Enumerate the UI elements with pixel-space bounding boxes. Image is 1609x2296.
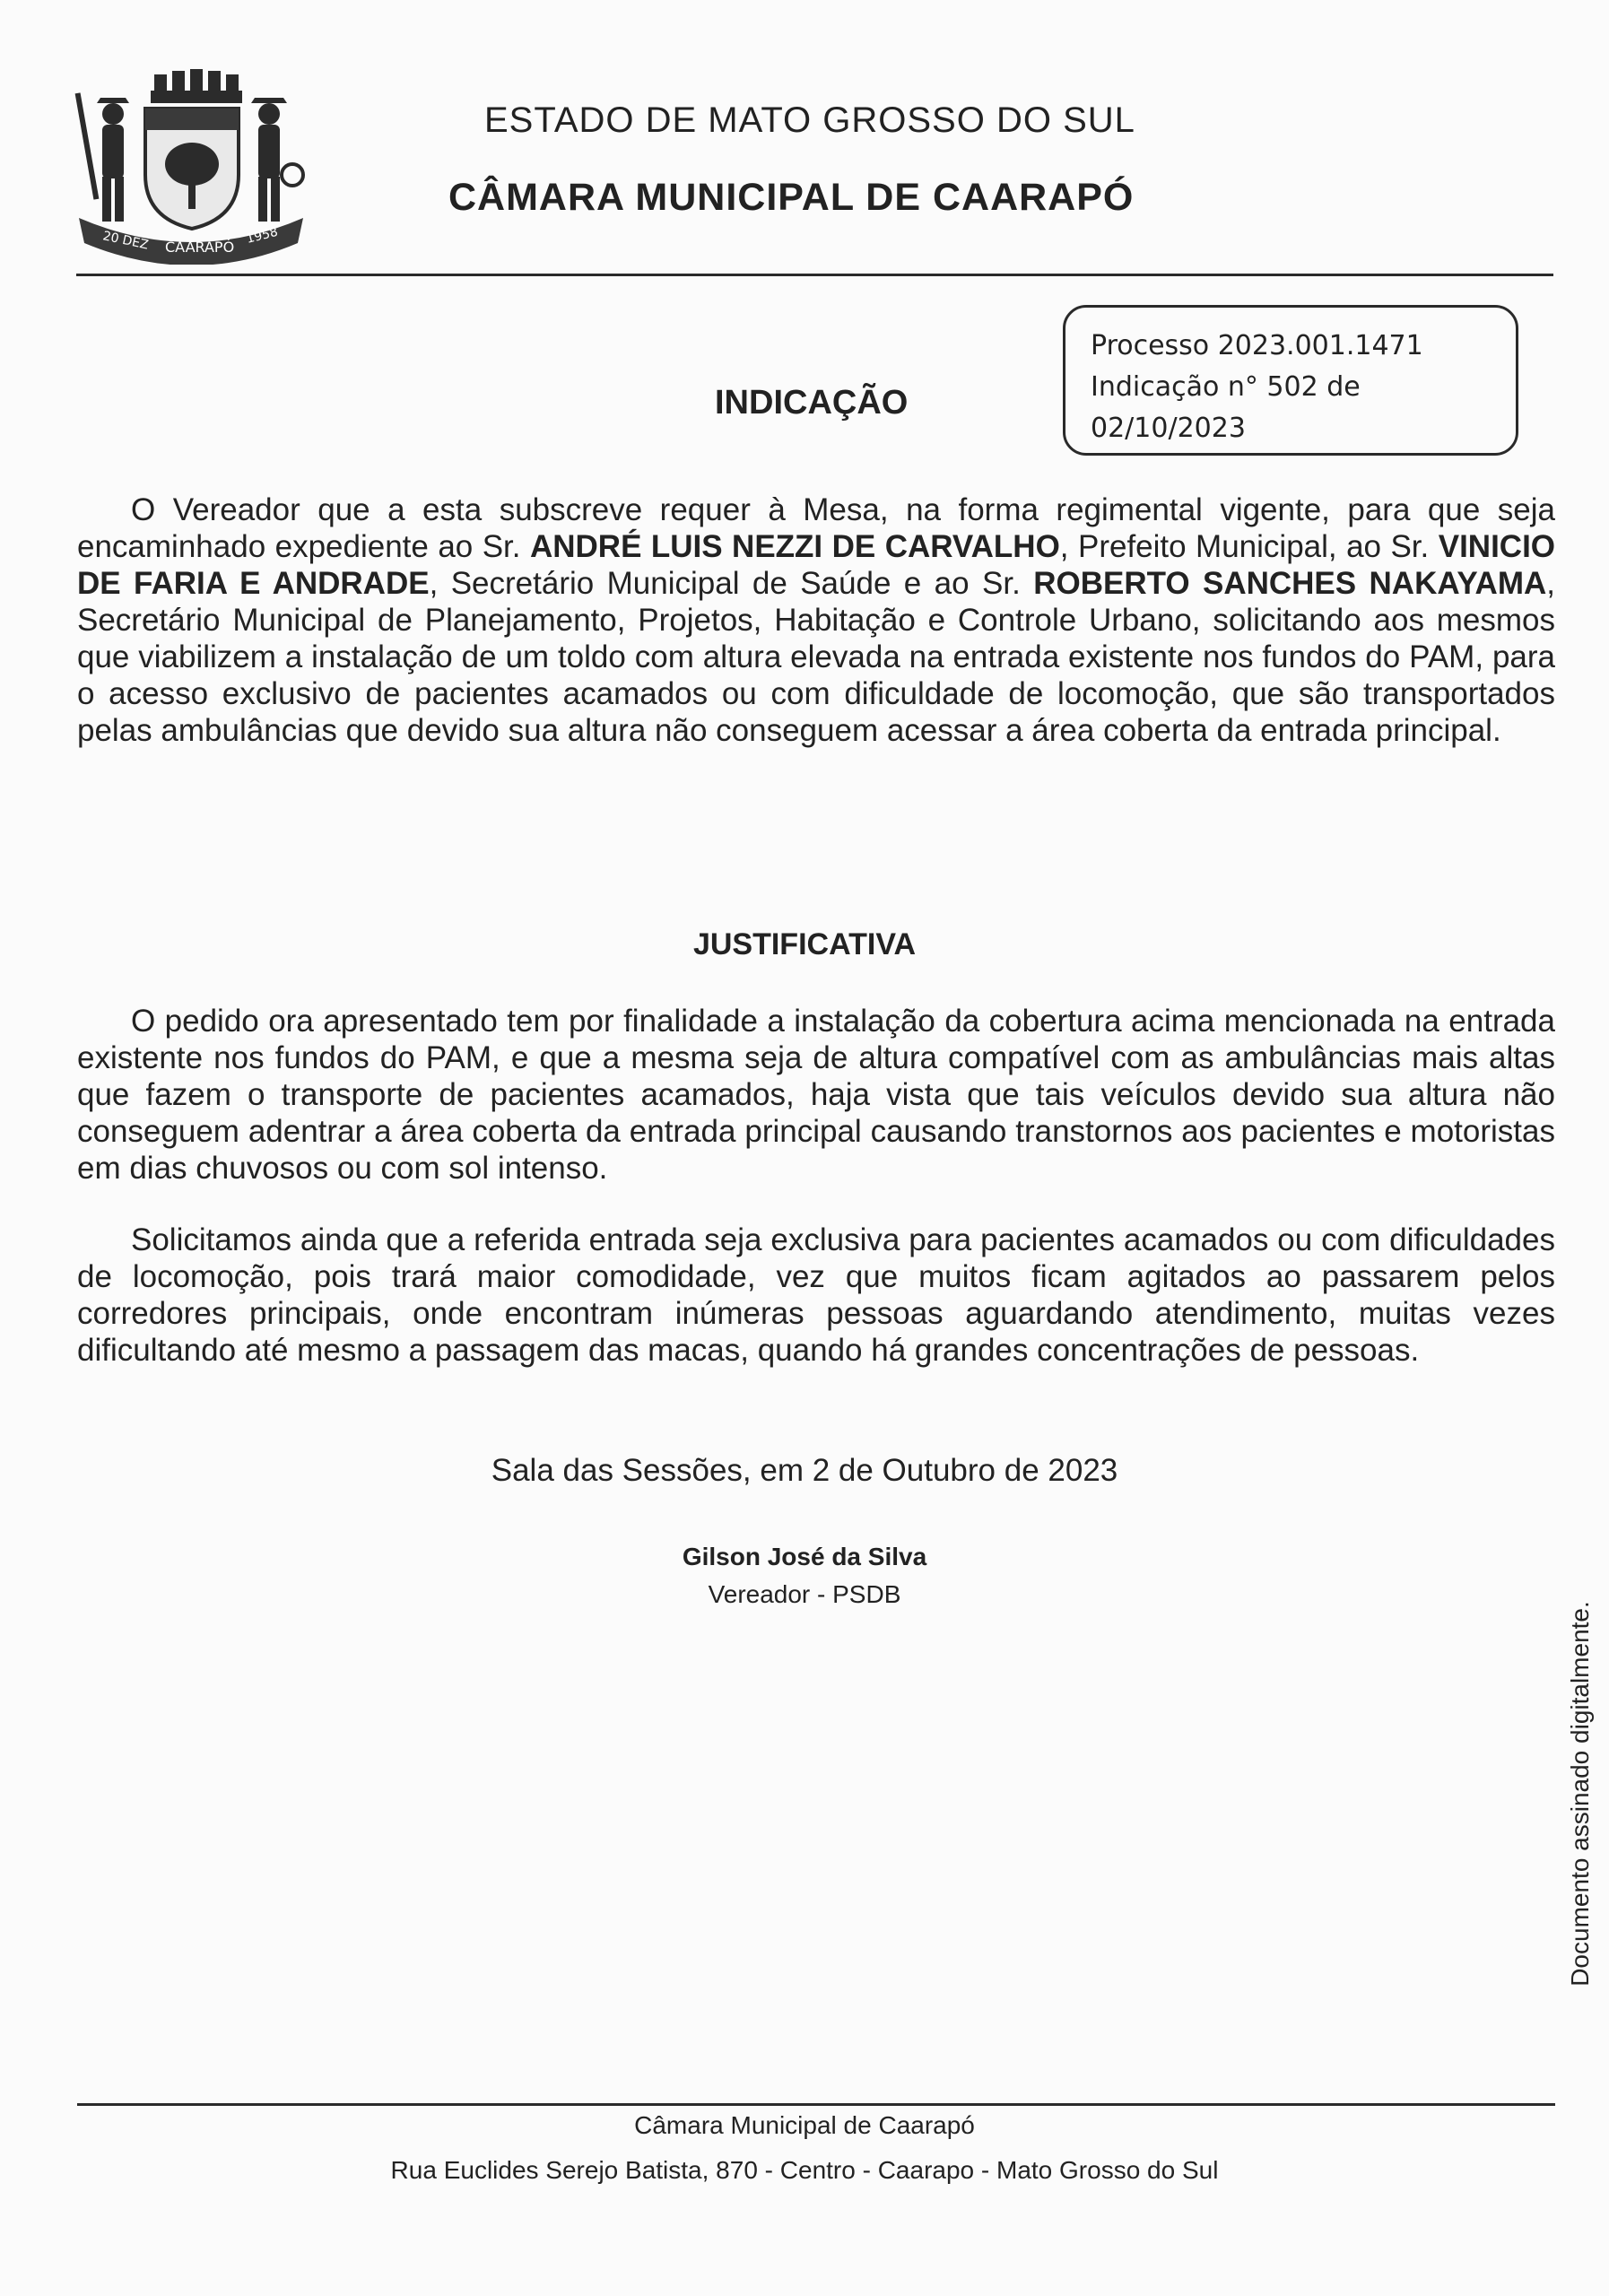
place-and-date: Sala das Sessões, em 2 de Outubro de 2023 (491, 1453, 1118, 1488)
digital-signature-note: Documento assinado digitalmente. (1566, 1601, 1594, 1987)
seal-city-text: CAARAPÓ (165, 239, 235, 256)
header-chamber: CÂMARA MUNICIPAL DE CAARAPÓ (448, 176, 1135, 219)
justification-paragraph-2: Solicitamos ainda que a referida entrada seja exclusiva para pacientes acamados ou com dificuldades de locomoção, pois trará maior comodidade, vez que muitos ficam agitados ao passarem pelos corredores principais, onde encontram inúmeras pessoas aguardando atendimento, muitas vezes dificultando até mesmo a passagem das macas, quando há grandes concentrações de pessoas. (77, 1222, 1555, 1368)
planning-secretary-name: ROBERTO SANCHES NAKAYAMA (1033, 566, 1547, 601)
signer-name: Gilson José da Silva (682, 1543, 927, 1570)
indication-text-2: , Prefeito Municipal, ao Sr. (1059, 529, 1439, 564)
health-secretary-name: VINICIO DE FARIA E ANDRADE (77, 529, 1556, 601)
signer-role: Vereador - PSDB (708, 1580, 901, 1608)
footer-divider (77, 2103, 1555, 2106)
mayor-name: ANDRÉ LUIS NEZZI DE CARVALHO (529, 529, 1060, 564)
header-divider (76, 274, 1553, 276)
footer-address: Rua Euclides Serejo Batista, 870 - Centro - Caarapo - Mato Grosso do Sul (390, 2156, 1219, 2184)
process-number: Processo 2023.001.1471 (1091, 330, 1423, 361)
justification-title: JUSTIFICATIVA (692, 927, 917, 961)
indication-paragraph (77, 491, 1555, 749)
seal-date-text: 20 DEZ (101, 229, 150, 253)
seal-year-text: 1958 (245, 224, 280, 247)
indication-text-3: , Secretário Municipal de Saúde e ao Sr. (429, 566, 1034, 601)
footer-institution: Câmara Municipal de Caarapó (634, 2111, 975, 2139)
indication-number: Indicação n° 502 de (1091, 371, 1361, 403)
municipal-seal-icon (72, 67, 309, 265)
justification-paragraph-1: O pedido ora apresentado tem por finalidade a instalação da cobertura acima mencionada na entrada existente nos fundos do PAM, e que a mesma seja de altura compatível com as ambulâncias mais altas que fazem o transporte de pacientes acamados, haja vista que tais veículos devido sua altura não conseguem adentrar a área coberta da entrada principal causando transtornos aos pacientes e motoristas em dias chuvosos ou com sol intenso. (77, 1004, 1555, 1186)
indication-date: 02/10/2023 (1091, 413, 1246, 444)
indication-text-1: O Vereador que a esta subscreve requer à Mesa, na forma regimental vigente, para que seja encaminhado expediente ao Sr. (77, 492, 1555, 564)
indication-text-4: , Secretário Municipal de Planejamento, Projetos, Habitação e Controle Urbano, solicitando aos mesmos que viabilizem a instalação de um toldo com altura elevada na entrada existente nos fundos do PAM, para o acesso exclusivo de pacientes acamados ou com dificuldade de locomoção, que são transportados pelas ambulâncias que devido sua altura não conseguem acessar a área coberta da entrada principal. (77, 566, 1555, 748)
process-box (1063, 305, 1518, 456)
document-title: INDICAÇÃO (715, 384, 909, 422)
header-state: ESTADO DE MATO GROSSO DO SUL (484, 100, 1135, 140)
